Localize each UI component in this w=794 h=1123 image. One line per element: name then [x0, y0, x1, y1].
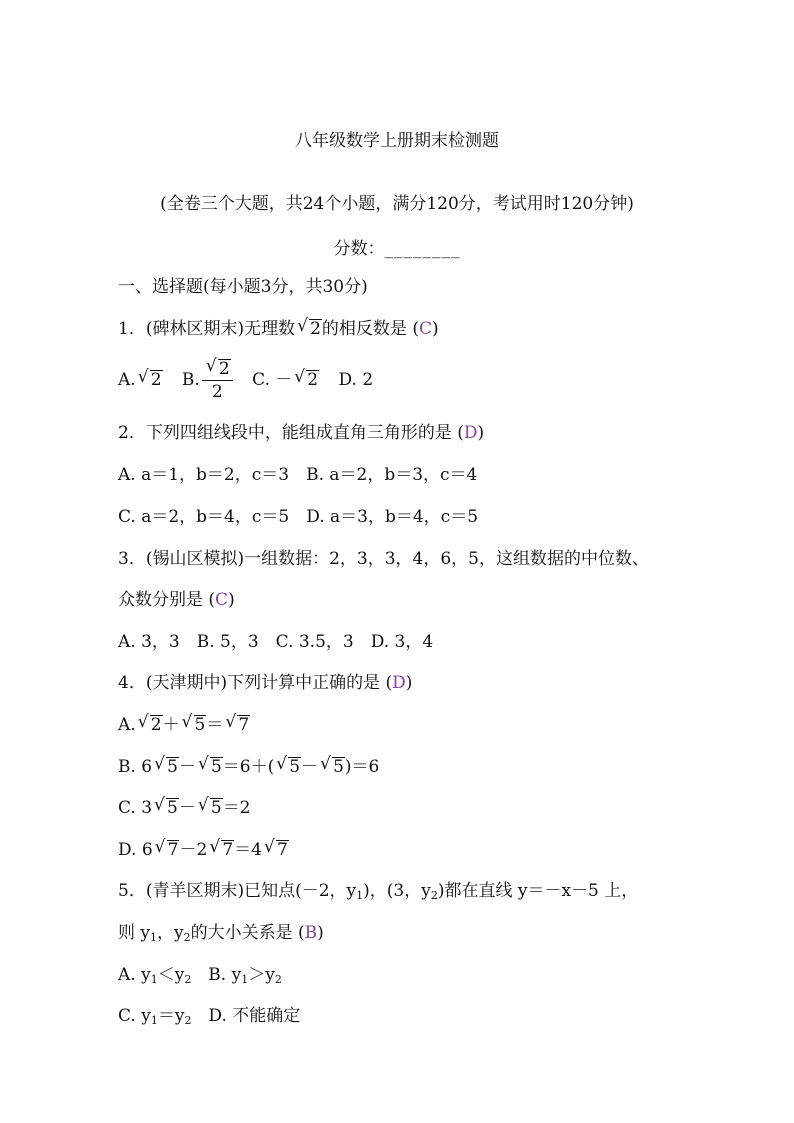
q1-opt-c: C. －	[252, 370, 293, 390]
q3-text: 众数分别是 (	[118, 590, 216, 610]
question-3-stem-line2	[118, 589, 235, 611]
answer-1: C	[418, 319, 432, 339]
question-2-stem	[118, 422, 484, 444]
question-4-option-c: C. 3 √ 5－ √ 5＝2	[118, 795, 251, 818]
question-5-options-row1: A. $y_1<y_2$ B. $y_1>y_2$	[118, 965, 282, 986]
q1-opt-d: D. 2	[338, 370, 374, 390]
question-1-options	[118, 358, 373, 403]
question-1-stem	[118, 318, 439, 340]
q4-text: 4．(天津期中)下列计算中正确的是 (	[118, 673, 393, 693]
answer-4: D	[392, 673, 406, 693]
sqrt-symbol: √ 2	[297, 316, 321, 339]
q3-close: )	[228, 590, 235, 610]
question-5-options-row2: C. $y_1=y_2$ D. 不能确定	[118, 1006, 301, 1027]
q2-close: )	[477, 423, 485, 443]
sqrt-symbol: √ 2	[137, 367, 162, 390]
question-2-options-row1: A. a＝1，b＝2，c＝3 B. a＝2，b＝3，c＝4	[118, 465, 478, 485]
q1-text-b: 的相反数是 (	[321, 319, 419, 339]
q2-text: 2．下列四组线段中，能组成直角三角形的是 (	[118, 423, 464, 443]
question-5-stem-line2: 则 $y_1$，$y_2$的大小关系是 (B)	[118, 923, 324, 944]
question-4-option-a: A. √ 2＋ √ 5＝ √ 7	[118, 712, 250, 735]
fraction: √ 2 2	[202, 358, 233, 403]
answer-2: D	[463, 423, 478, 443]
score-line	[0, 238, 794, 260]
q1-close: )	[431, 319, 439, 339]
q1-opt-b: B.	[181, 370, 200, 390]
question-5-stem-line1: 5．(青羊区期末)已知点(－2，$y_1$)，(3，$y_2$)都在直线 y＝－x－5 上，	[118, 881, 639, 902]
answer-3: C	[215, 590, 229, 610]
sqrt-symbol: √ 2	[294, 367, 319, 390]
score-blank[interactable]: ________	[384, 239, 461, 259]
exam-info: (全卷三个大题，共24个小题，满分120分，考试用时120分钟)	[160, 194, 634, 214]
question-4-option-b: B. 6 √ 5－ √ 5＝6＋( √ 5－ √ 5)＝6	[118, 754, 380, 777]
q4-close: )	[405, 673, 413, 693]
q1-opt-a: A.	[118, 370, 136, 390]
question-4-option-d: D. 6 √ 7－2 √ 7＝4 √ 7	[118, 837, 288, 860]
q1-text-a: 1．(碑林区期末)无理数	[118, 319, 296, 339]
answer-5: B	[304, 923, 318, 943]
score-label: 分数：	[333, 239, 385, 259]
question-2-options-row2: C. a＝2，b＝4，c＝5 D. a＝3，b＝4，c＝5	[118, 507, 479, 527]
question-4-stem	[118, 672, 412, 694]
page-title: 八年级数学上册期末检测题	[295, 131, 499, 151]
question-3-stem-line1: 3．(锡山区模拟)一组数据：2，3，3，4，6，5，这组数据的中位数、	[118, 549, 649, 569]
section-heading: 一、选择题(每小题3分，共30分)	[118, 277, 368, 297]
question-3-options: A. 3，3 B. 5，3 C. 3.5，3 D. 3，4	[118, 632, 434, 652]
